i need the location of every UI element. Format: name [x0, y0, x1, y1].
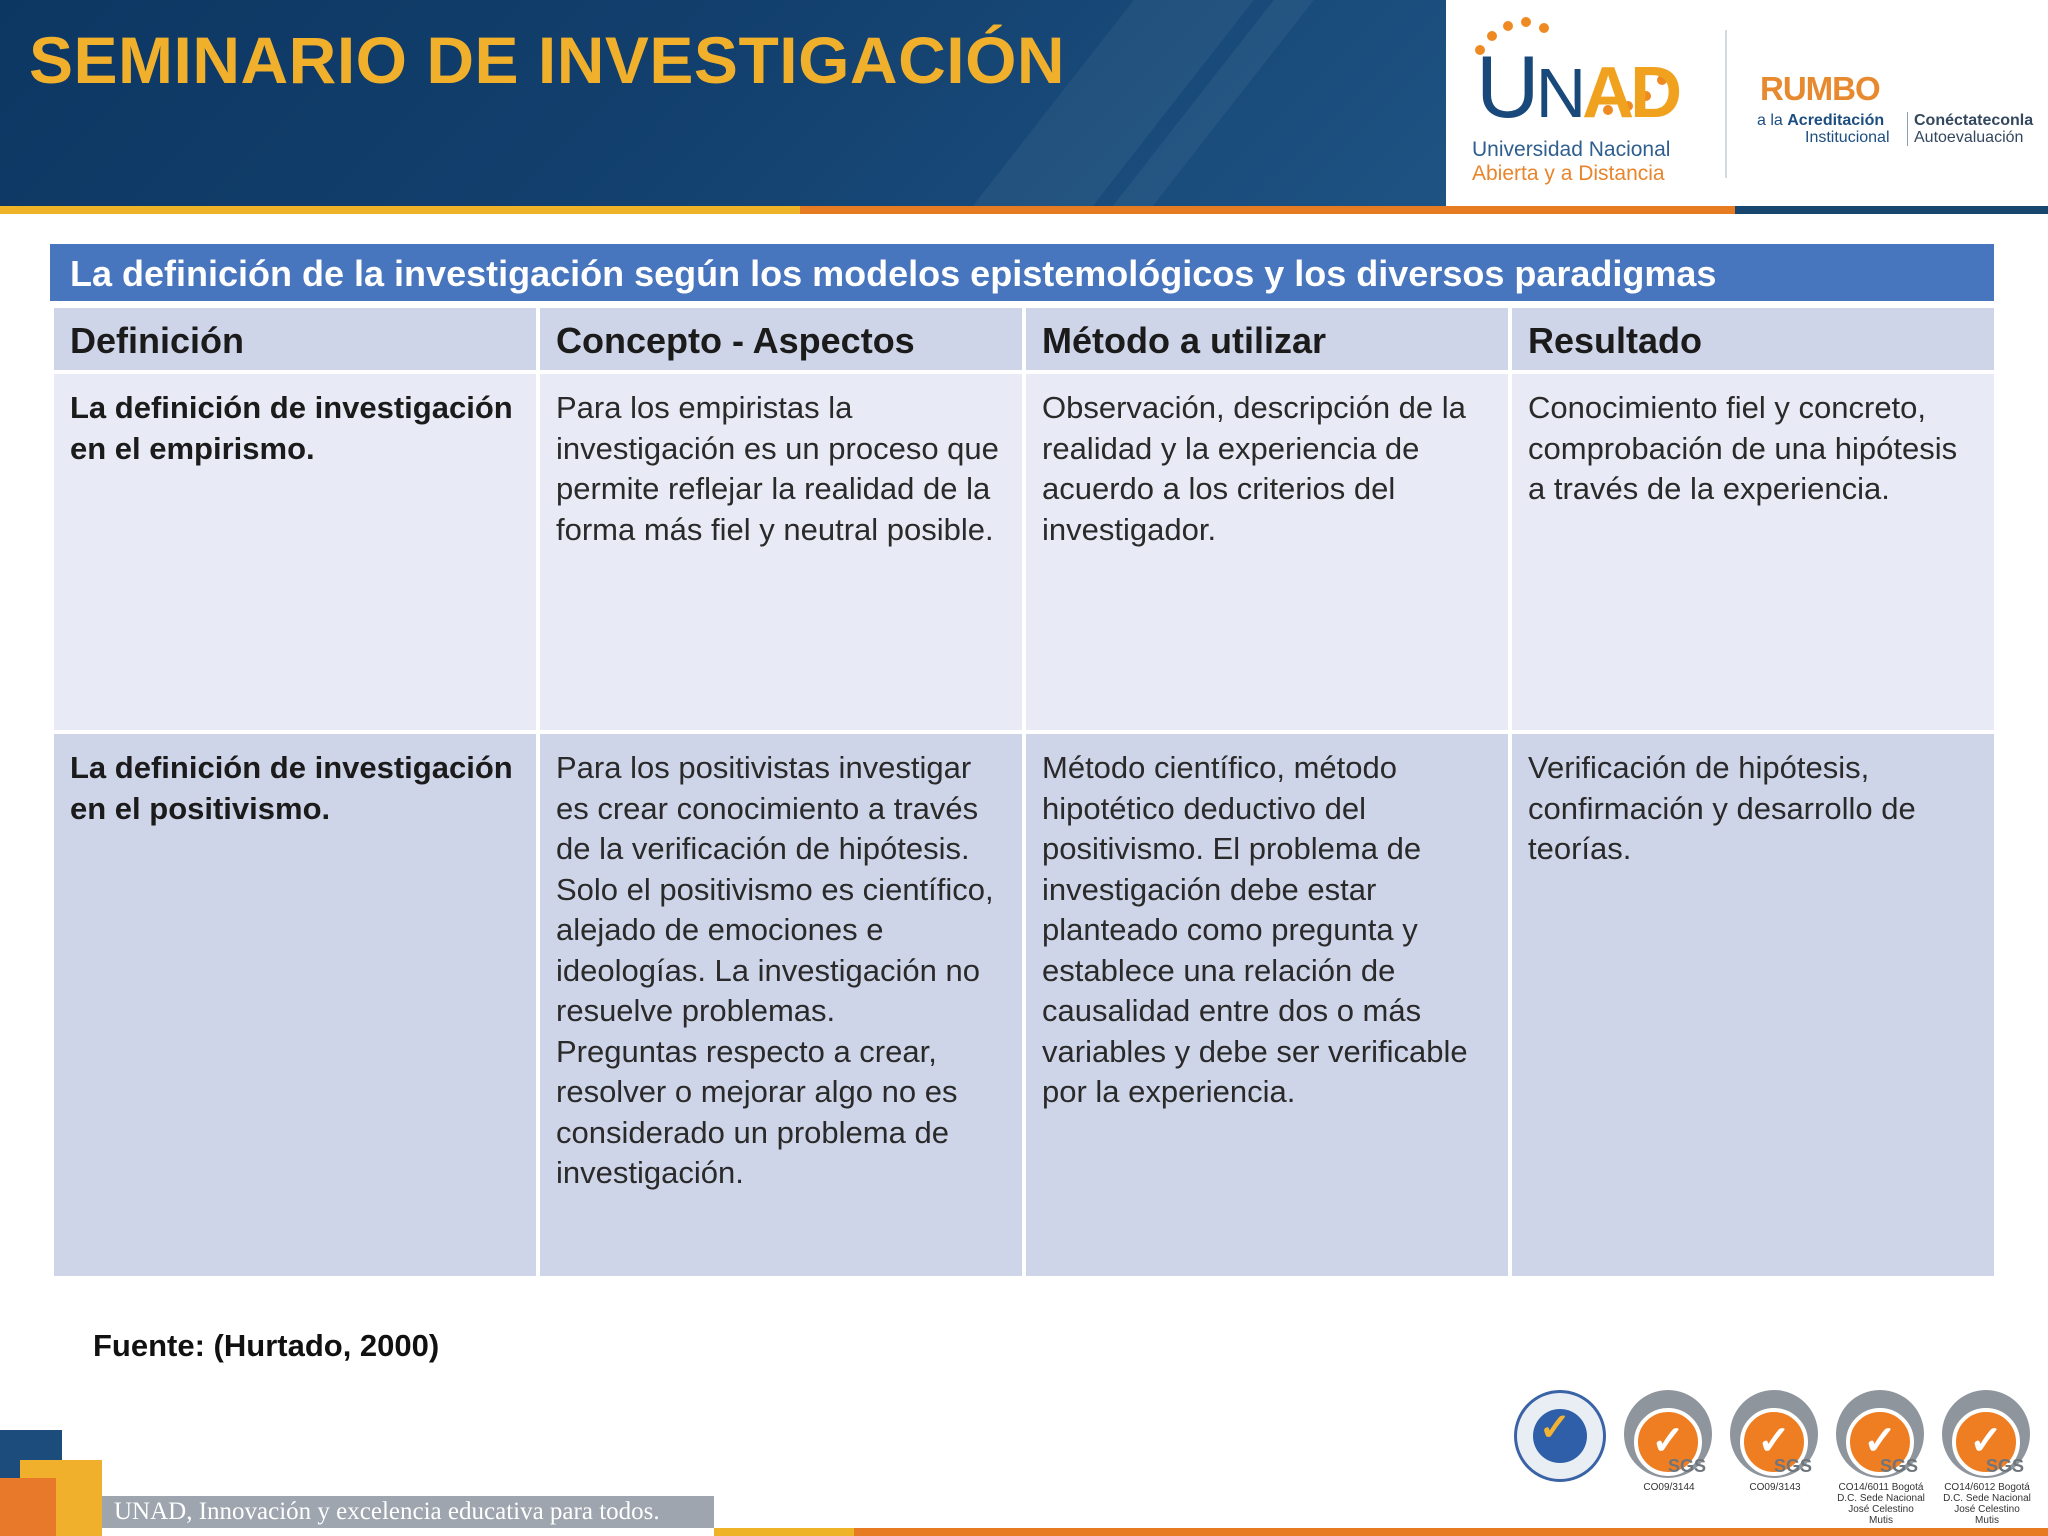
footer-stripe [714, 1528, 2048, 1536]
unad-subtitle: Universidad Nacional Abierta y a Distancia [1472, 138, 1671, 185]
paradigms-table [50, 244, 1994, 1280]
cell-metodo: Método científico, método hipotético deductivo del positivismo. El problema de investigación debe estar planteado como pregunta y establece una relación de causalidad entre dos o más variables y debe ser verificable por la experiencia. [1024, 732, 1510, 1278]
colombia-map-seal-icon: ✓ [1514, 1390, 1606, 1482]
cell-resultado: Conocimiento fiel y concreto, comprobación de una hipótesis a través de la experiencia. [1510, 372, 1996, 732]
footer-tagline: UNAD, Innovación y excelencia educativa para todos. [102, 1496, 714, 1528]
column-header: Resultado [1510, 306, 1996, 372]
column-header: Concepto - Aspectos [538, 306, 1024, 372]
sgs-certification-seal: ✓ SGS CO09/3143 [1730, 1390, 1820, 1516]
cell-concepto [538, 732, 1024, 1278]
page-title: SEMINARIO DE INVESTIGACIÓN [29, 23, 1066, 97]
sgs-certification-seal: ✓ SGS CO14/6012 Bogotá D.C. Sede Nacional José Celestino Mutis [1942, 1390, 2032, 1516]
table-row [52, 372, 1996, 732]
autoevaluacion-text: Conéctateconla Autoevaluación [1907, 112, 2033, 146]
cell-metodo: Observación, descripción de la realidad y la experiencia de acuerdo a los criterios del investigador. [1024, 372, 1510, 732]
sgs-certification-seal: ✓ SGS CO09/3144 [1624, 1390, 1714, 1516]
header-banner [0, 0, 1446, 206]
rumbo-acreditacion-logo [1755, 60, 2045, 160]
unad-logo [1466, 10, 1706, 195]
header-stripe [0, 206, 2048, 214]
column-header: Definición [52, 306, 538, 372]
column-header: Método a utilizar [1024, 306, 1510, 372]
rumbo-text: a la Acreditación Institucional [1757, 112, 1890, 146]
logo-divider [1725, 30, 1727, 178]
table-row [52, 732, 1996, 1278]
cell-definicion: La definición de investigación en el empirismo. [52, 372, 538, 732]
certification-code: CO09/3144 [1643, 1482, 1695, 1493]
cell-concepto: Para los empiristas la investigación es un proceso que permite reflejar la realidad de la forma más fiel y neutral posible. [538, 372, 1024, 732]
footer-decoration [0, 1478, 56, 1536]
check-icon: ✓ [1969, 1419, 2003, 1463]
certification-code: CO14/6011 Bogotá D.C. Sede Nacional José Celestino Mutis [1837, 1482, 1925, 1526]
check-icon: ✓ [1651, 1419, 1685, 1463]
cell-definicion: La definición de investigación en el positivismo. [52, 732, 538, 1278]
concepto-paragraph: Preguntas respecto a crear, resolver o mejorar algo no es considerado un problema de investigación. [556, 1033, 958, 1190]
table-header-row [52, 306, 1996, 372]
table-grid [50, 304, 1998, 1280]
concepto-paragraph: Para los positivistas investigar es crear conocimiento a través de la verificación de hipótesis. Solo el positivismo es científico, alejado de emociones e ideologías. La investigación no resuelve problemas. [556, 750, 994, 1028]
source-citation: Fuente: (Hurtado, 2000) [93, 1328, 440, 1363]
rumbo-wordmark: RUMBO [1760, 70, 1880, 107]
check-icon: ✓ [1863, 1419, 1897, 1463]
certification-code: CO09/3143 [1749, 1482, 1801, 1493]
sgs-certification-seal: ✓ SGS CO14/6011 Bogotá D.C. Sede Nacional José Celestino Mutis [1836, 1390, 1926, 1516]
check-icon: ✓ [1757, 1419, 1791, 1463]
cell-resultado: Verificación de hipótesis, confirmación y desarrollo de teorías. [1510, 732, 1996, 1278]
unad-wordmark: UNAD [1476, 37, 1679, 136]
certification-code: CO14/6012 Bogotá D.C. Sede Nacional José Celestino Mutis [1943, 1482, 2031, 1526]
table-title: La definición de la investigación según los modelos epistemológicos y los diversos paradigmas [50, 244, 1994, 304]
